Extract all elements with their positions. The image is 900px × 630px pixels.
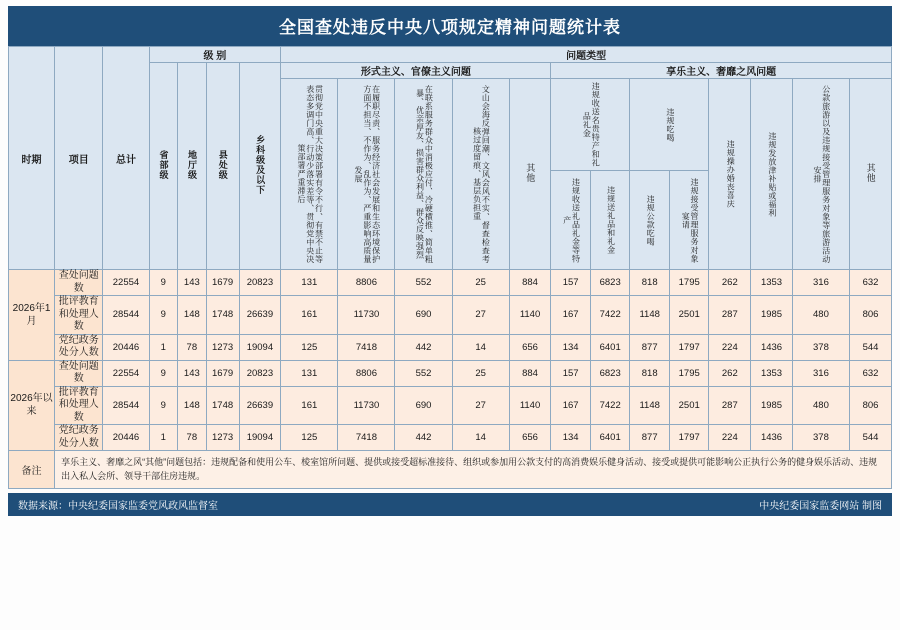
statistics-table	[8, 46, 892, 489]
cell: 1436	[751, 425, 793, 451]
cell: 690	[395, 386, 452, 425]
header-hedonism-allowance: 违规发放津补贴或福利	[751, 79, 793, 270]
row-label-1-2: 党纪政务处分人数	[55, 425, 103, 451]
cell: 19094	[239, 425, 281, 451]
header-level-xiangke: 乡科级及以下	[239, 63, 281, 270]
header-sub-gift-1: 违规收送礼品礼金等特产	[551, 171, 591, 270]
cell: 131	[281, 270, 338, 296]
cell: 6401	[590, 334, 630, 360]
cell: 656	[509, 425, 551, 451]
cell: 9	[149, 296, 178, 335]
header-hedonism-other: 其他	[849, 79, 891, 270]
table-row	[9, 270, 892, 296]
cell: 632	[849, 360, 891, 386]
header-formalism-col-2: 在履职尽责、服务经济社会发展和生态环境保护方面不担当、不作为、乱作为、严重影响高质量发展	[338, 79, 395, 270]
cell: 27	[452, 386, 509, 425]
cell: 316	[792, 360, 849, 386]
cell: 1140	[509, 386, 551, 425]
cell: 442	[395, 334, 452, 360]
cell: 442	[395, 425, 452, 451]
cell: 26639	[239, 296, 281, 335]
cell: 552	[395, 360, 452, 386]
cell: 262	[709, 270, 751, 296]
row-label-0-0: 查处问题数	[55, 270, 103, 296]
header-level-xianchu: 县处级	[206, 63, 239, 270]
cell: 125	[281, 334, 338, 360]
table-row	[9, 334, 892, 360]
cell: 1	[149, 425, 178, 451]
row-label-1-1: 批评教育和处理人数	[55, 386, 103, 425]
note-label: 备注	[9, 451, 55, 489]
header-level-sheng: 省部级	[149, 63, 178, 270]
cell: 287	[709, 386, 751, 425]
header-hedonism-group: 享乐主义、奢靡之风问题	[551, 63, 892, 79]
footer-credit: 中央纪委国家监委网站 制图	[759, 501, 882, 512]
cell: 1	[149, 334, 178, 360]
note-text: 享乐主义、奢靡之风“其他”问题包括：违规配备和使用公车、棱室馆所问题、提供或接受超标准接待、组织或参加用公款支付的高消费娱乐健身活动、接受或提供可能影响公正执行公务的健身娱乐活动、违规出入私人会所、领导干部住房违规。	[55, 451, 892, 489]
cell: 78	[178, 425, 207, 451]
cell: 806	[849, 296, 891, 335]
cell: 884	[509, 270, 551, 296]
row-label-1-0: 查处问题数	[55, 360, 103, 386]
cell: 1679	[206, 360, 239, 386]
cell: 20823	[239, 270, 281, 296]
cell: 544	[849, 425, 891, 451]
cell: 167	[551, 386, 591, 425]
cell: 7418	[338, 334, 395, 360]
cell: 877	[630, 334, 670, 360]
period-label-0: 2026年1月	[9, 270, 55, 361]
cell: 1748	[206, 296, 239, 335]
period-label-1: 2026年以来	[9, 360, 55, 451]
cell: 157	[551, 270, 591, 296]
header-level-diting: 地厅级	[178, 63, 207, 270]
cell: 287	[709, 296, 751, 335]
cell: 1148	[630, 296, 670, 335]
footer	[8, 493, 892, 516]
header-total: 总计	[103, 47, 149, 270]
cell: 22554	[103, 270, 149, 296]
cell: 1273	[206, 425, 239, 451]
header-hedonism-dining: 违规吃喝	[630, 79, 709, 171]
cell: 8806	[338, 360, 395, 386]
cell: 480	[792, 386, 849, 425]
cell: 131	[281, 360, 338, 386]
page-title: 全国查处违反中央八项规定精神问题统计表	[8, 6, 892, 46]
cell: 1748	[206, 386, 239, 425]
cell: 167	[551, 296, 591, 335]
header-hedonism-gift: 违规收送名贵特产和礼品礼金	[551, 79, 630, 171]
cell: 1140	[509, 296, 551, 335]
cell: 11730	[338, 386, 395, 425]
cell: 690	[395, 296, 452, 335]
header-formalism-group: 形式主义、官僚主义问题	[281, 63, 551, 79]
cell: 27	[452, 296, 509, 335]
cell: 7418	[338, 425, 395, 451]
header-sub-gift-2: 违规送礼品和礼金	[590, 171, 630, 270]
row-label-0-2: 党纪政务处分人数	[55, 334, 103, 360]
cell: 7422	[590, 296, 630, 335]
cell: 1985	[751, 386, 793, 425]
cell: 378	[792, 334, 849, 360]
cell: 632	[849, 270, 891, 296]
footer-source: 数据来源：中央纪委国家监委党风政风监督室	[18, 501, 218, 512]
cell: 6823	[590, 270, 630, 296]
cell: 1273	[206, 334, 239, 360]
cell: 806	[849, 386, 891, 425]
cell: 1795	[669, 270, 709, 296]
cell: 552	[395, 270, 452, 296]
cell: 14	[452, 334, 509, 360]
cell: 262	[709, 360, 751, 386]
cell: 1679	[206, 270, 239, 296]
cell: 818	[630, 360, 670, 386]
cell: 480	[792, 296, 849, 335]
header-time: 时期	[9, 47, 55, 270]
cell: 148	[178, 386, 207, 425]
cell: 378	[792, 425, 849, 451]
cell: 11730	[338, 296, 395, 335]
header-problem-type-group: 问题类型	[281, 47, 892, 63]
cell: 1985	[751, 296, 793, 335]
cell: 656	[509, 334, 551, 360]
table-row	[9, 386, 892, 425]
header-formalism-col-4: 文山会海反弹回潮、文风会风不实、督查检查考核过度留痕、基层负担重	[452, 79, 509, 270]
cell: 9	[149, 360, 178, 386]
header-level-group: 级 别	[149, 47, 281, 63]
table-row	[9, 360, 892, 386]
cell: 1795	[669, 360, 709, 386]
cell: 161	[281, 296, 338, 335]
cell: 9	[149, 270, 178, 296]
header-item: 项目	[55, 47, 103, 270]
cell: 316	[792, 270, 849, 296]
header-formalism-col-1: 贯彻党中央重大决策部署有令不行、有禁不止等表态多调门高、行动少落实差等、贯彻党中央决策部署严重滞后	[281, 79, 338, 270]
cell: 224	[709, 334, 751, 360]
cell: 2501	[669, 296, 709, 335]
cell: 7422	[590, 386, 630, 425]
cell: 14	[452, 425, 509, 451]
cell: 148	[178, 296, 207, 335]
header-sub-dining-2: 违规接受管理服务对象宴请	[669, 171, 709, 270]
cell: 8806	[338, 270, 395, 296]
cell: 20823	[239, 360, 281, 386]
cell: 9	[149, 386, 178, 425]
cell: 818	[630, 270, 670, 296]
cell: 877	[630, 425, 670, 451]
cell: 143	[178, 270, 207, 296]
cell: 25	[452, 270, 509, 296]
cell: 20446	[103, 425, 149, 451]
cell: 1148	[630, 386, 670, 425]
cell: 28544	[103, 296, 149, 335]
table-row	[9, 296, 892, 335]
cell: 1353	[751, 270, 793, 296]
cell: 25	[452, 360, 509, 386]
cell: 157	[551, 360, 591, 386]
cell: 161	[281, 386, 338, 425]
cell: 6823	[590, 360, 630, 386]
header-hedonism-travel: 公款旅游以及违规接受管理服务对象等旅游活动安排	[792, 79, 849, 270]
header-hedonism-banquet: 违规操办婚丧喜庆	[709, 79, 751, 270]
cell: 19094	[239, 334, 281, 360]
cell: 6401	[590, 425, 630, 451]
cell: 134	[551, 334, 591, 360]
cell: 143	[178, 360, 207, 386]
header-formalism-col-other: 其他	[509, 79, 551, 270]
cell: 26639	[239, 386, 281, 425]
note-row	[9, 451, 892, 489]
header-sub-dining-1: 违规公款吃喝	[630, 171, 670, 270]
cell: 22554	[103, 360, 149, 386]
cell: 125	[281, 425, 338, 451]
cell: 1436	[751, 334, 793, 360]
row-label-0-1: 批评教育和处理人数	[55, 296, 103, 335]
cell: 28544	[103, 386, 149, 425]
cell: 884	[509, 360, 551, 386]
header-formalism-col-3: 在联系服务群众中消极应付、冷硬横推、简单粗暴、优亲厚友、损害群众利益、群众反映强烈	[395, 79, 452, 270]
cell: 1797	[669, 425, 709, 451]
cell: 78	[178, 334, 207, 360]
cell: 544	[849, 334, 891, 360]
cell: 2501	[669, 386, 709, 425]
cell: 1353	[751, 360, 793, 386]
cell: 20446	[103, 334, 149, 360]
table-row	[9, 425, 892, 451]
cell: 134	[551, 425, 591, 451]
cell: 1797	[669, 334, 709, 360]
header-row-1	[9, 47, 892, 63]
cell: 224	[709, 425, 751, 451]
